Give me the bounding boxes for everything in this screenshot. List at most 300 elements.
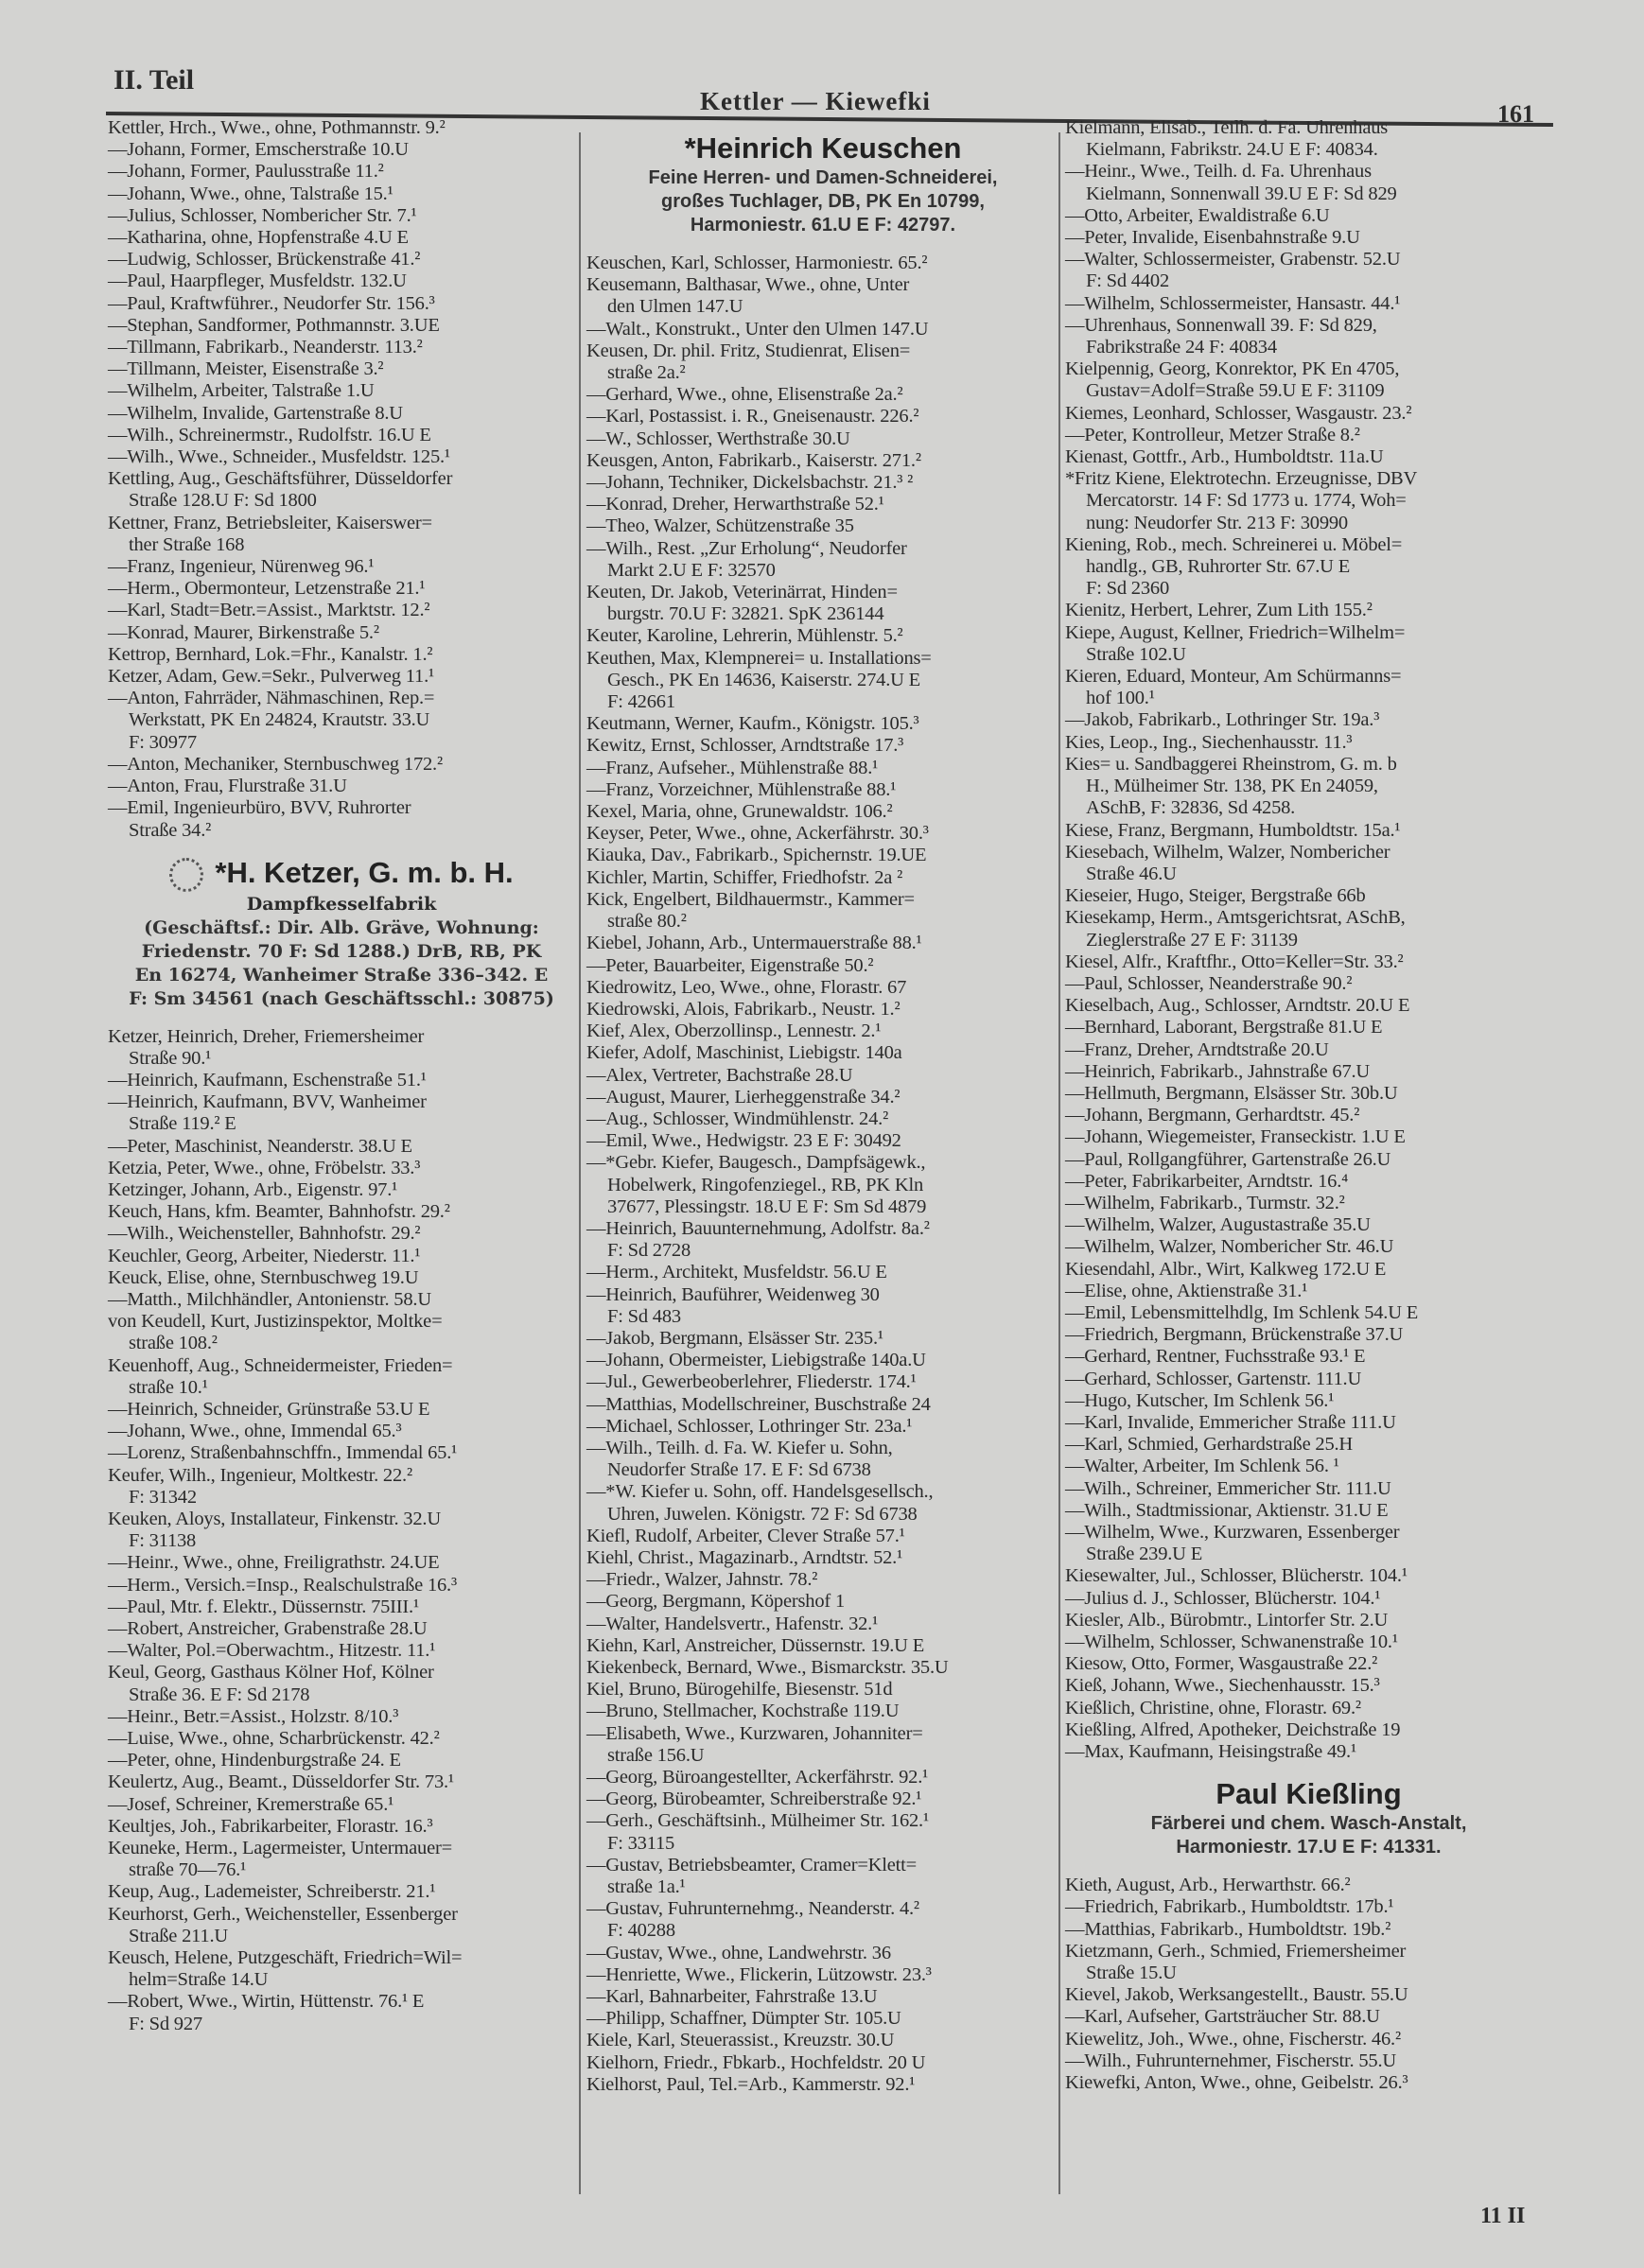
entry-line: —Paul, Rollgangführer, Gartenstraße 26.U [1065, 1148, 1391, 1170]
ad-line: großes Tuchlager, DB, PK En 10799, [661, 191, 985, 212]
sheet-signature: 11 II [1480, 2204, 1526, 2228]
directory-entry [1065, 1588, 1552, 1610]
entry-line: Kiebel, Johann, Arb., Untermauerstraße 88.¹ [586, 933, 922, 954]
directory-entry [108, 776, 575, 797]
entry-line: Kiehl, Christ., Magazinarb., Arndtstr. 52.¹ [586, 1546, 903, 1568]
entry-line: Kiefer, Adolf, Maschinist, Liebigstr. 140a [586, 1042, 902, 1064]
entry-line: —Tillmann, Meister, Eisenstraße 3.² [108, 358, 384, 380]
directory-entry [1065, 1281, 1552, 1302]
directory-entry [1065, 1412, 1552, 1434]
entry-line: Keuneke, Herm., Lagermeister, Untermauer= [108, 1838, 452, 1859]
entry-line: Kieß, Johann, Wwe., Siechenhausstr. 15.³ [1065, 1675, 1380, 1697]
directory-entry [586, 1569, 1059, 1591]
entry-line: F: 33115 [607, 1832, 675, 1854]
entry-line: —Johann, Wiegemeister, Franseckistr. 1.U E [1065, 1126, 1406, 1148]
entry-line: Kettrop, Bernhard, Lok.=Fhr., Kanalstr. 1.² [108, 643, 433, 665]
ad-line: Feine Herren- und Damen-Schneiderei, [648, 167, 998, 188]
directory-entry [108, 1091, 575, 1135]
directory-entry [1065, 205, 1552, 227]
directory-entry [586, 428, 1059, 450]
entry-line: Keul, Georg, Gasthaus Kölner Hof, Kölner [108, 1662, 434, 1684]
entry-line: Kiele, Karl, Steuerassist., Kreuzstr. 30.U [586, 2030, 895, 2051]
directory-entry [586, 1526, 1059, 1547]
entry-line: —Peter, Fabrikarbeiter, Arndtstr. 16.⁴ [1065, 1170, 1349, 1192]
entry-line: Keusch, Helene, Putzgeschäft, Friedrich=Wil= [108, 1947, 463, 1969]
entry-line: —Julius d. J., Schlosser, Blücherstr. 104.¹ [1065, 1587, 1381, 1609]
entry-line: F: 31342 [129, 1486, 197, 1508]
directory-entry [1065, 1039, 1552, 1061]
entry-line: —Peter, Kontrolleur, Metzer Straße 8.² [1065, 424, 1360, 445]
entry-line: ther Straße 168 [129, 533, 245, 555]
entry-line: Kielpennig, Georg, Konrektor, PK En 4705, [1065, 358, 1400, 380]
directory-entry [108, 1728, 575, 1750]
directory-entry [586, 1964, 1059, 1986]
directory-entry [1065, 1896, 1552, 1918]
directory-entry [108, 1399, 575, 1421]
entry-line: Kiauka, Dav., Fabrikarb., Spichernstr. 19.UE [586, 845, 927, 866]
entry-line: —Heinr., Wwe., Teilh. d. Fa. Uhrenhaus [1065, 161, 1372, 183]
entry-line: —Johann, Wwe., ohne, Immendal 65.³ [108, 1421, 402, 1442]
directory-entry [108, 644, 575, 666]
entry-line: —Wilh., Wwe., Schneider., Musfeldstr. 125.¹ [108, 446, 450, 468]
directory-entry [1065, 227, 1552, 249]
directory-entry [108, 446, 575, 468]
entry-line: —Wilh., Teilh. d. Fa. W. Kiefer u. Sohn, [586, 1437, 893, 1458]
entry-line: Kewitz, Ernst, Schlosser, Arndtstraße 17.³ [586, 735, 904, 757]
entry-line: —Lorenz, Straßenbahnschffn., Immendal 65.¹ [108, 1442, 458, 1464]
directory-entry [1065, 1522, 1552, 1565]
directory-entry [586, 1767, 1059, 1788]
directory-entry [586, 1371, 1059, 1393]
directory-entry [1065, 425, 1552, 446]
directory-entry [108, 754, 575, 776]
directory-entry [586, 1679, 1059, 1701]
entry-line: Kielhorst, Paul, Tel.=Arb., Kammerstr. 92.¹ [586, 2073, 916, 2095]
entry-line: —Emil, Lebensmittelhdlg, Im Schlenk 54.U E [1065, 1301, 1419, 1323]
entry-line: —*Gebr. Kiefer, Baugesch., Dampfsägewk., [586, 1152, 926, 1174]
entry-line: —Heinrich, Bauunternehmung, Adolfstr. 8a.² [586, 1217, 930, 1239]
directory-entry [108, 1136, 575, 1158]
ad-title-row [586, 131, 1059, 166]
entry-line: F: Sd 4402 [1086, 270, 1169, 292]
directory-entry [1065, 249, 1552, 292]
directory-entry [586, 384, 1059, 406]
entry-line: Kießling, Alfred, Apotheker, Deichstraße 19 [1065, 1718, 1401, 1740]
entry-line: —Josef, Schreiner, Kremerstraße 65.¹ [108, 1793, 394, 1815]
directory-entry [1065, 1369, 1552, 1390]
directory-entry [586, 1416, 1059, 1438]
directory-entry [108, 1816, 575, 1838]
directory-entry [586, 735, 1059, 757]
directory-entry [586, 625, 1059, 647]
entry-line: —Franz, Vorzeichner, Mühlenstraße 88.¹ [586, 778, 897, 800]
directory-entry [586, 1108, 1059, 1130]
entry-line: —Georg, Büroangestellter, Ackerfährstr. 92.¹ [586, 1767, 929, 1788]
entry-line: —Luise, Wwe., ohne, Scharbrückenstr. 42.² [108, 1728, 440, 1750]
entry-line: —Hellmuth, Bergmann, Elsässer Str. 30b.U [1065, 1082, 1398, 1104]
directory-entry [1065, 2029, 1552, 2050]
directory-entry [108, 1509, 575, 1552]
directory-entry [108, 403, 575, 425]
entry-line: —Konrad, Maurer, Birkenstraße 5.² [108, 621, 379, 643]
directory-entry [1065, 358, 1552, 402]
directory-entry [108, 1991, 575, 2034]
directory-entry [108, 1223, 575, 1245]
directory-entry [586, 1481, 1059, 1525]
entry-line: —Wilh., Rest. „Zur Erholung“, Neudorfer [586, 537, 907, 559]
entry-line: Kielmann, Elisab., Teilh. d. Fa. Uhrenhaus [1065, 117, 1389, 138]
entry-line: —Emil, Wwe., Hedwigstr. 23 E F: 30492 [586, 1130, 901, 1152]
entry-line: Kiewelitz, Joh., Wwe., ohne, Fischerstr. 46.² [1065, 2028, 1401, 2050]
directory-entry [586, 1350, 1059, 1371]
entry-line: Keuthen, Max, Klempnerei= u. Installations= [586, 647, 932, 669]
entry-line: Keusen, Dr. phil. Fritz, Studienrat, Elisen= [586, 340, 911, 361]
ad-title-row [108, 855, 575, 892]
directory-entry [586, 1986, 1059, 2008]
entry-line: Kieselbach, Aug., Schlosser, Arndtstr. 20.U E [1065, 995, 1410, 1017]
directory-entry [1065, 1631, 1552, 1653]
directory-entry [1065, 1083, 1552, 1105]
directory-entry [1065, 1126, 1552, 1148]
entry-line: Kiesel, Alfr., Kraftfhr., Otto=Keller=Str. 33.² [1065, 951, 1404, 972]
directory-entry [108, 513, 575, 556]
entry-line: Kiesewalter, Jul., Schlosser, Blücherstr. 104.¹ [1065, 1565, 1408, 1587]
entry-line: hof 100.¹ [1086, 688, 1155, 709]
entry-line: —Elise, ohne, Aktienstraße 31.¹ [1065, 1280, 1308, 1301]
directory-entry [1065, 951, 1552, 973]
directory-entry [586, 1284, 1059, 1328]
entry-line: Keuter, Karoline, Lehrerin, Mühlenstr. 5.² [586, 625, 903, 647]
directory-entry [586, 1394, 1059, 1416]
ad-line: Harmoniestr. 17.U E F: 41331. [1176, 1837, 1442, 1858]
entry-line: Fabrikstraße 24 F: 40834 [1086, 337, 1277, 358]
entry-line: Zieglerstraße 27 E F: 31139 [1086, 929, 1298, 951]
directory-entry [1065, 1565, 1552, 1587]
directory-entry [1065, 1741, 1552, 1763]
entry-line: Keuten, Dr. Jakob, Veterinärrat, Hinden= [586, 582, 898, 603]
directory-entry [1065, 1236, 1552, 1258]
entry-line: —Emil, Ingenieurbüro, BVV, Ruhrorter [108, 797, 411, 819]
directory-entry [586, 1898, 1059, 1942]
entry-line: Kiekenbeck, Bernard, Wwe., Bismarckstr. 35.U [586, 1657, 949, 1678]
entry-line: Kettler, Hrch., Wwe., ohne, Pothmannstr. 9.² [108, 117, 446, 138]
directory-entry [108, 1794, 575, 1816]
directory-entry [108, 1355, 575, 1399]
directory-entry [1065, 1214, 1552, 1236]
entry-line: Keuenhoff, Aug., Schneidermeister, Frieden= [108, 1354, 453, 1376]
entry-line: —Bernhard, Laborant, Bergstraße 81.U E [1065, 1017, 1383, 1038]
entry-line: —Wilhelm, Invalide, Gartenstraße 8.U [108, 402, 403, 424]
entry-line: Ketzer, Heinrich, Dreher, Friemersheimer [108, 1025, 425, 1047]
entry-line: Straße 90.¹ [129, 1047, 212, 1069]
directory-entry [586, 1438, 1059, 1481]
entry-line: Kiesekamp, Herm., Amtsgerichtsrat, ASchB, [1065, 907, 1406, 929]
directory-entry [1065, 1919, 1552, 1941]
entry-line: —Jul., Gewerbeoberlehrer, Fliederstr. 174.¹ [586, 1371, 917, 1393]
entry-line: Straße 34.² [129, 819, 212, 841]
entry-line: Kievel, Jakob, Werksangestellt., Baustr. 55.U [1065, 1984, 1408, 2006]
entry-line: Kiedrowski, Alois, Fabrikarb., Neustr. 1.² [586, 998, 901, 1020]
directory-entry [108, 688, 575, 754]
directory-entry [586, 1328, 1059, 1350]
directory-entry [108, 161, 575, 183]
directory-entry [1065, 1984, 1552, 2006]
entry-line: —*W. Kiefer u. Sohn, off. Handelsgesellsch., [586, 1481, 934, 1503]
entry-line: —Wilhelm, Arbeiter, Talstraße 1.U [108, 380, 375, 402]
entry-line: —Wilh., Weichensteller, Bahnhofstr. 29.² [108, 1223, 421, 1245]
entry-line: —Paul, Haarpfleger, Musfeldstr. 132.U [108, 270, 407, 292]
directory-entry [1065, 820, 1552, 842]
entry-line: —Anton, Fahrräder, Nähmaschinen, Rep.= [108, 688, 435, 709]
directory-entry [586, 1547, 1059, 1569]
entry-line: —Karl, Stadt=Betr.=Assist., Marktstr. 12.² [108, 600, 430, 621]
directory-entry [1065, 293, 1552, 315]
entry-line: —Gerhard, Schlosser, Gartenstr. 111.U [1065, 1368, 1362, 1389]
directory-entry [586, 889, 1059, 933]
directory-entry [1065, 534, 1552, 601]
entry-line: Kieren, Eduard, Monteur, Am Schürmanns= [1065, 666, 1402, 688]
directory-entry [586, 472, 1059, 494]
directory-entry [108, 1838, 575, 1881]
entry-line: —Walt., Konstrukt., Unter den Ulmen 147.U [586, 318, 929, 340]
entry-line: —Johann, Former, Paulusstraße 11.² [108, 161, 384, 183]
entry-line: Uhren, Juwelen. Königstr. 72 F: Sd 6738 [607, 1503, 918, 1525]
entry-line: straße 2a.² [607, 362, 686, 384]
entry-line: Markt 2.U E F: 32570 [607, 559, 776, 581]
entry-line: —Karl, Invalide, Emmericher Straße 111.U [1065, 1411, 1396, 1433]
entry-line: —Franz, Aufseher., Mühlenstraße 88.¹ [586, 757, 879, 778]
entry-line: —Matthias, Fabrikarb., Humboldtstr. 19b.² [1065, 1918, 1391, 1940]
entry-line: Kiening, Rob., mech. Schreinerei u. Möbel= [1065, 533, 1403, 555]
directory-entry [1065, 1017, 1552, 1038]
directory-entry [586, 845, 1059, 866]
entry-line: Straße 15.U [1086, 1963, 1177, 1984]
directory-entry [1065, 1500, 1552, 1522]
entry-line: —August, Maurer, Lierheggenstraße 34.² [586, 1086, 901, 1108]
directory-entry [586, 801, 1059, 823]
entry-line: Gesch., PK En 14636, Kaiserstr. 274.U E [607, 669, 920, 690]
entry-line: —Matth., Milchhändler, Antonienstr. 58.U [108, 1288, 431, 1310]
directory-entry [1065, 2006, 1552, 2028]
entry-line: —Peter, ohne, Hindenburgstraße 24. E [108, 1750, 401, 1771]
column-3 [1065, 117, 1552, 2094]
directory-entry [108, 293, 575, 315]
directory-entry [108, 797, 575, 841]
entry-line: Keusgen, Anton, Fabrikarb., Kaiserstr. 271.² [586, 449, 921, 471]
entry-line: straße 80.² [607, 911, 687, 933]
entry-line: Keuchler, Georg, Arbeiter, Niederstr. 11.¹ [108, 1245, 421, 1266]
entry-line: —Heinrich, Schneider, Grünstraße 53.U E [108, 1398, 430, 1420]
entry-line: —Georg, Bergmann, Köpershof 1 [586, 1591, 845, 1613]
running-head-range: Kettler — Kiewefki [700, 87, 931, 115]
directory-entry [1065, 2072, 1552, 2094]
entry-line: —Otto, Arbeiter, Ewaldistraße 6.U [1065, 204, 1330, 226]
ad-title: *H. Ketzer, G. m. b. H. [215, 855, 514, 889]
directory-entry [586, 1943, 1059, 1964]
entry-line: Straße 239.U E [1086, 1544, 1203, 1565]
entry-line: Kiepe, August, Kellner, Friedrich=Wilhelm= [1065, 621, 1406, 643]
entry-line: F: Sd 927 [129, 2013, 202, 2034]
directory-entry [108, 1442, 575, 1464]
entry-line: —Wilh., Stadtmissionar, Aktienstr. 31.U E [1065, 1499, 1389, 1521]
entry-line: —Paul, Mtr. f. Elektr., Düssernstr. 75III.¹ [108, 1596, 419, 1617]
directory-entry [108, 337, 575, 358]
advertisement [586, 131, 1059, 237]
directory-entry [586, 340, 1059, 384]
entry-line: —Herm., Versich.=Insp., Realschulstraße 16.³ [108, 1574, 457, 1596]
entry-line: —Anton, Mechaniker, Sternbuschweg 172.² [108, 753, 443, 775]
entry-line: —Jakob, Bergmann, Elsässer Str. 235.¹ [586, 1327, 883, 1349]
entry-line: F: 30977 [129, 731, 197, 753]
entry-line: Kietzmann, Gerh., Schmied, Friemersheimer [1065, 1940, 1407, 1962]
directory-entry [108, 1289, 575, 1311]
directory-entry [108, 1421, 575, 1442]
entry-line: Kielmann, Sonnenwall 39.U E F: Sd 829 [1086, 183, 1397, 204]
entry-line: Keyser, Peter, Wwe., ohne, Ackerfährstr. 30.³ [586, 823, 929, 845]
directory-entry [108, 117, 575, 139]
entry-line: Keutmann, Werner, Kaufm., Königstr. 105.³ [586, 713, 919, 735]
directory-entry [586, 1635, 1059, 1657]
directory-entry [586, 274, 1059, 318]
entry-line: Mercatorstr. 14 F: Sd 1773 u. 1774, Woh= [1086, 490, 1407, 512]
directory-entry [108, 1246, 575, 1267]
entry-line: —Stephan, Sandformer, Pothmannstr. 3.UE [108, 314, 440, 336]
directory-entry [586, 582, 1059, 625]
ad-line: En 16274, Wanheimer Straße 336–342. E [134, 964, 549, 986]
directory-entry [586, 450, 1059, 472]
entry-line: —Heinrich, Fabrikarb., Jahnstraße 67.U [1065, 1060, 1371, 1082]
entry-line: —Heinr., Wwe., ohne, Freiligrathstr. 24.UE [108, 1552, 440, 1574]
directory-entry [108, 183, 575, 205]
directory-entry [1065, 973, 1552, 995]
entry-line: —Walter, Handelsvertr., Hafenstr. 32.¹ [586, 1613, 879, 1634]
directory-entry [108, 468, 575, 512]
directory-entry [108, 1267, 575, 1289]
column-divider [579, 132, 581, 2194]
directory-entry [108, 270, 575, 292]
directory-entry [108, 1596, 575, 1618]
directory-entry [1065, 1478, 1552, 1500]
directory-entry [108, 1311, 575, 1354]
directory-entry [1065, 117, 1552, 161]
entry-line: —Uhrenhaus, Sonnenwall 39. F: Sd 829, [1065, 314, 1377, 336]
entry-line: straße 10.¹ [129, 1376, 208, 1398]
directory-entry [108, 1026, 575, 1070]
ad-line: Friedenstr. 70 F: Sd 1288.) DrB, RB, PK [141, 940, 542, 962]
directory-entry [108, 358, 575, 380]
entry-line: *Fritz Kiene, Elektrotechn. Erzeugnisse, DBV [1065, 468, 1418, 490]
entry-line: —Karl, Bahnarbeiter, Fahrstraße 13.U [586, 1986, 878, 2008]
entry-line: straße 108.² [129, 1333, 218, 1354]
entry-line: —Katharina, ohne, Hopfenstraße 4.U E [108, 227, 409, 249]
entry-line: nung: Neudorfer Str. 213 F: 30990 [1086, 512, 1348, 533]
entry-line: —Karl, Postassist. i. R., Gneisenaustr. 226.² [586, 406, 919, 427]
entry-line: Kiesendahl, Albr., Wirt, Kalkweg 172.U E [1065, 1258, 1387, 1280]
directory-entry [1065, 468, 1552, 534]
entry-line: F: Sd 2728 [607, 1240, 691, 1262]
directory-entry [586, 977, 1059, 999]
entry-line: —Johann, Obermeister, Liebigstraße 140a.U [586, 1350, 926, 1371]
entry-line: —Theo, Walzer, Schützenstraße 35 [586, 515, 854, 537]
entry-line: —Robert, Anstreicher, Grabenstraße 28.U [108, 1618, 428, 1639]
entry-line: —Elisabeth, Wwe., Kurzwaren, Johanniter= [586, 1722, 923, 1744]
advertisement [1065, 1776, 1552, 1859]
directory-entry [1065, 1259, 1552, 1281]
entry-line: Kichler, Martin, Schiffer, Friedhofstr. 2a ² [586, 866, 903, 888]
directory-entry [1065, 1434, 1552, 1456]
entry-line: Ketzia, Peter, Wwe., ohne, Fröbelstr. 33.³ [108, 1157, 421, 1178]
entry-line: —Peter, Bauarbeiter, Eigenstraße 50.² [586, 954, 874, 976]
entry-line: —Wilhelm, Wwe., Kurzwaren, Essenberger [1065, 1522, 1400, 1543]
entry-line: H., Mülheimer Str. 138, PK En 24059, [1086, 776, 1378, 797]
entry-line: —Gustav, Betriebsbeamter, Cramer=Klett= [586, 1854, 918, 1875]
entry-line: Kiel, Bruno, Bürogehilfe, Biesenstr. 51d [586, 1679, 893, 1701]
entry-line: —Karl, Aufseher, Gartsträucher Str. 88.U [1065, 2006, 1380, 2028]
directory-entry [108, 1640, 575, 1662]
directory-entry [586, 1021, 1059, 1042]
entry-line: —Wilhelm, Schlosser, Schwanenstraße 10.¹ [1065, 1631, 1398, 1653]
entry-line: —Paul, Kraftwführer., Neudorfer Str. 156.³ [108, 292, 435, 314]
directory-entry [586, 1065, 1059, 1087]
directory-entry [586, 1614, 1059, 1635]
entry-line: —Wilhelm, Schlossermeister, Hansastr. 44.¹ [1065, 292, 1401, 314]
entry-line: Kiefl, Rudolf, Arbeiter, Clever Straße 57.¹ [586, 1525, 905, 1546]
directory-entry [1065, 1193, 1552, 1214]
entry-line: —Friedr., Walzer, Jahnstr. 78.² [586, 1569, 818, 1591]
wreath-icon [169, 858, 203, 892]
entry-line: —Gustav, Wwe., ohne, Landwehrstr. 36 [586, 1942, 891, 1963]
directory-entry [1065, 161, 1552, 204]
entry-line: —Anton, Frau, Flurstraße 31.U [108, 776, 347, 797]
directory-entry [1065, 732, 1552, 754]
entry-line: Keuschen, Karl, Schlosser, Harmoniestr. 65.² [586, 253, 928, 273]
entry-line: —Henriette, Wwe., Flickerin, Lützowstr. 23.³ [586, 1963, 932, 1985]
directory-entry [1065, 600, 1552, 621]
directory-entry [1065, 666, 1552, 709]
directory-entry [586, 538, 1059, 582]
entry-line: Kießlich, Christine, ohne, Florastr. 69.² [1065, 1697, 1361, 1718]
directory-entry [108, 1552, 575, 1574]
entry-line: —Johann, Wwe., ohne, Talstraße 15.¹ [108, 183, 394, 204]
entry-line: Werkstatt, PK En 24824, Krautstr. 33.U [129, 709, 430, 731]
directory-entry [1065, 315, 1552, 358]
entry-line: Kiese, Franz, Bergmann, Humboldtstr. 15a.¹ [1065, 819, 1401, 841]
ad-line: (Geschäftsf.: Dir. Alb. Gräve, Wohnung: [144, 916, 539, 938]
entry-line: —Gerh., Geschäftsinh., Mülheimer Str. 162.¹ [586, 1810, 929, 1832]
directory-entry [1065, 754, 1552, 820]
entry-line: Kettner, Franz, Betriebsleiter, Kaiserswer= [108, 512, 432, 533]
entry-line: den Ulmen 147.U [607, 296, 743, 318]
entry-line: burgstr. 70.U F: 32821. SpK 236144 [607, 603, 884, 625]
entry-line: —Heinrich, Kaufmann, BVV, Wanheimer [108, 1091, 427, 1113]
directory-entry [1065, 1171, 1552, 1193]
directory-entry [108, 1158, 575, 1179]
entry-line: —Aug., Schlosser, Windmühlenstr. 24.² [586, 1108, 889, 1129]
entry-line: —Michael, Schlosser, Lothringer Str. 23a.¹ [586, 1415, 913, 1437]
directory-entry [108, 1201, 575, 1223]
entry-line: Kies, Leop., Ing., Siechenhausstr. 11.³ [1065, 731, 1353, 753]
entry-line: F: Sd 483 [607, 1305, 681, 1327]
entry-line: —Heinrich, Bauführer, Weidenweg 30 [586, 1283, 880, 1305]
entry-line: Ketzinger, Johann, Arb., Eigenstr. 97.¹ [108, 1178, 398, 1200]
directory-entry [586, 2030, 1059, 2051]
entry-line: Ketzer, Adam, Gew.=Sekr., Pulverweg 11.¹ [108, 666, 434, 688]
entry-line: Kiedrowitz, Leo, Wwe., ohne, Florastr. 67 [586, 976, 907, 998]
directory-entry [586, 1810, 1059, 1854]
directory-entry [586, 1855, 1059, 1898]
entry-line: Kiewefki, Anton, Wwe., ohne, Geibelstr. 26.³ [1065, 2072, 1408, 2094]
entry-line: Kiehn, Karl, Anstreicher, Düssernstr. 19.U E [586, 1634, 925, 1656]
